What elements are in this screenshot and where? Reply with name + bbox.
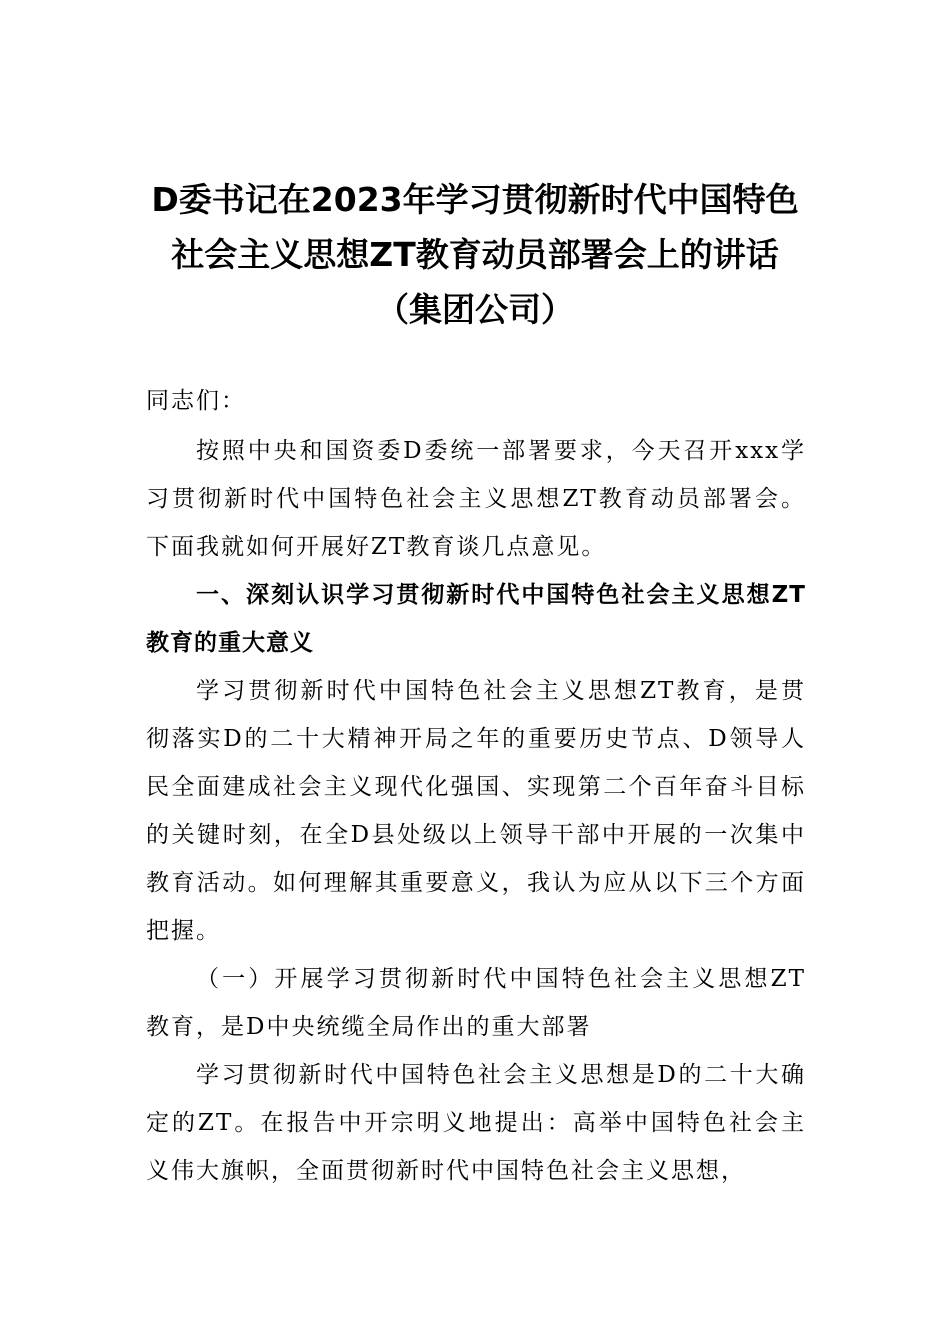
subsection-heading-1: （一）开展学习贯彻新时代中国特色社会主义思想ZT教育，是D中央统缆全局作出的重大部署 — [146, 966, 806, 1040]
subsection-1-paragraph: 学习贯彻新时代中国特色社会主义思想是D的二十大确定的ZT。在报告中开宗明义地提出：高举中国特色社会主义伟大旗帜，全面贯彻新时代中国特色社会主义思想， — [146, 1062, 806, 1184]
section-heading-1: 一、深刻认识学习贯彻新时代中国特色社会主义思想ZT教育的重大意义 — [146, 582, 806, 656]
document-body — [146, 377, 806, 1195]
salutation: 同志们： — [146, 388, 246, 414]
intro-paragraph: 按照中央和国资委D委统一部署要求，今天召开xxx学习贯彻新时代中国特色社会主义思想ZT教育动员部署会。下面我就如何开展好ZT教育谈几点意见。 — [146, 438, 806, 560]
section-1-paragraph: 学习贯彻新时代中国特色社会主义思想ZT教育，是贯彻落实D的二十大精神开局之年的重要历史节点、D领导人民全面建成社会主义现代化强国、实现第二个百年奋斗目标的关键时刻，在全D县处级以上领导干部中开展的一次集中教育活动。如何理解其重要意义，我认为应从以下三个方面把握。 — [146, 678, 806, 944]
document-title: D委书记在2023年学习贯彻新时代中国特色社会主义思想ZT教育动员部署会上的讲话（集团公司） — [151, 180, 799, 329]
